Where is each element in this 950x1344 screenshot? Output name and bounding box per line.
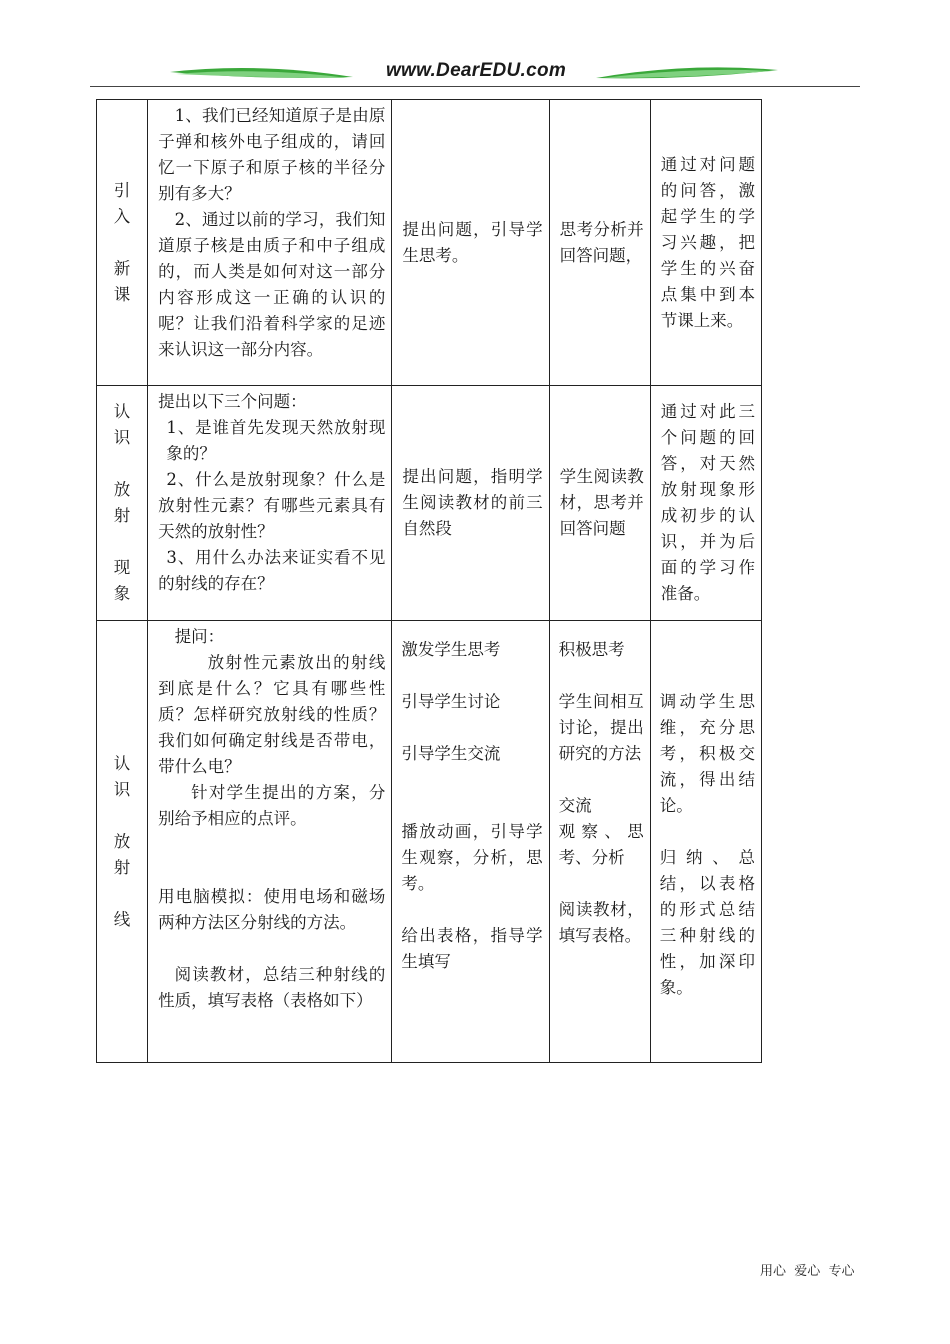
stage-cell: 引 入 新 课 [97, 100, 148, 386]
content-cell [148, 386, 392, 621]
teacher-activity-cell: 激发学生思考 引导学生讨论 引导学生交流 播放动画，引导学生观察，分析，思考。 给出表格，指导学生填写 [392, 621, 549, 1063]
content-cell [148, 621, 392, 1063]
table-row [97, 621, 762, 1063]
content-paragraph: 提出以下三个问题： [158, 392, 307, 411]
header-site-name: www.DearEDU.com [385, 60, 567, 81]
content-cell [148, 100, 392, 386]
design-intent-cell: 调动学生思维，充分思考，积极交流，得出结论。 归纳、总结，以表格的形式总结三种射线的性，加深印象。 [650, 621, 761, 1063]
stage-cell: 认 识 放 射 线 [97, 621, 148, 1063]
content-paragraph: 针对学生提出的方案，分别给予相应的点评。 [158, 783, 386, 828]
student-activity-cell: 思考分析并回答问题， [549, 100, 650, 386]
content-paragraph: 1、是谁首先发现天然放射现象的？ [166, 418, 386, 463]
student-activity-cell: 积极思考 学生间相互讨论，提出研究的方法 交流 观察、思考、分析 阅读教材，填写表格。 [549, 621, 650, 1063]
teacher-activity-cell: 提出问题，指明学生阅读教材的前三自然段 [392, 386, 549, 621]
stage-cell: 认 识 放 射 现 象 [97, 386, 148, 621]
teacher-activity-cell: 提出问题，引导学生思考。 [392, 100, 549, 386]
content-paragraph: 放射性元素放出的射线到底是什么？它具有哪些性质？怎样研究放射线的性质？我们如何确定射线是否带电，带什么电？ [158, 653, 386, 776]
lesson-plan-table [96, 99, 762, 1063]
table-row [97, 100, 762, 386]
content-paragraph: 1、我们已经知道原子是由原子弹和核外电子组成的，请回忆一下原子和原子核的半径分别有多大？ [158, 106, 386, 203]
student-activity-cell: 学生阅读教材，思考并回答问题 [549, 386, 650, 621]
content-paragraph: 阅读教材，总结三种射线的性质，填写表格（表格如下） [158, 965, 386, 1010]
footer-motto: 用心 爱心 专心 [760, 1264, 855, 1279]
content-paragraph: 3、用什么办法来证实看不见的射线的存在？ [158, 548, 386, 593]
content-paragraph: 2、什么是放射现象？什么是放射性元素？有哪些元素具有天然的放射性？ [158, 470, 386, 541]
header-rule [90, 86, 860, 87]
content-paragraph: 提问： [174, 627, 225, 646]
content-paragraph: 用电脑模拟：使用电场和磁场两种方法区分射线的方法。 [158, 887, 386, 932]
content-paragraph: 2、通过以前的学习，我们知道原子核是由质子和中子组成的，而人类是如何对这一部分内容形成这一正确的认识的呢？让我们沿着科学家的足迹来认识这一部分内容。 [158, 210, 386, 359]
design-intent-cell: 通过对问题的问答，激起学生的学习兴趣，把学生的兴奋点集中到本节课上来。 [650, 100, 761, 386]
table-row [97, 386, 762, 621]
design-intent-cell: 通过对此三个问题的回答，对天然放射现象形成初步的认识，并为后面的学习作准备。 [650, 386, 761, 621]
